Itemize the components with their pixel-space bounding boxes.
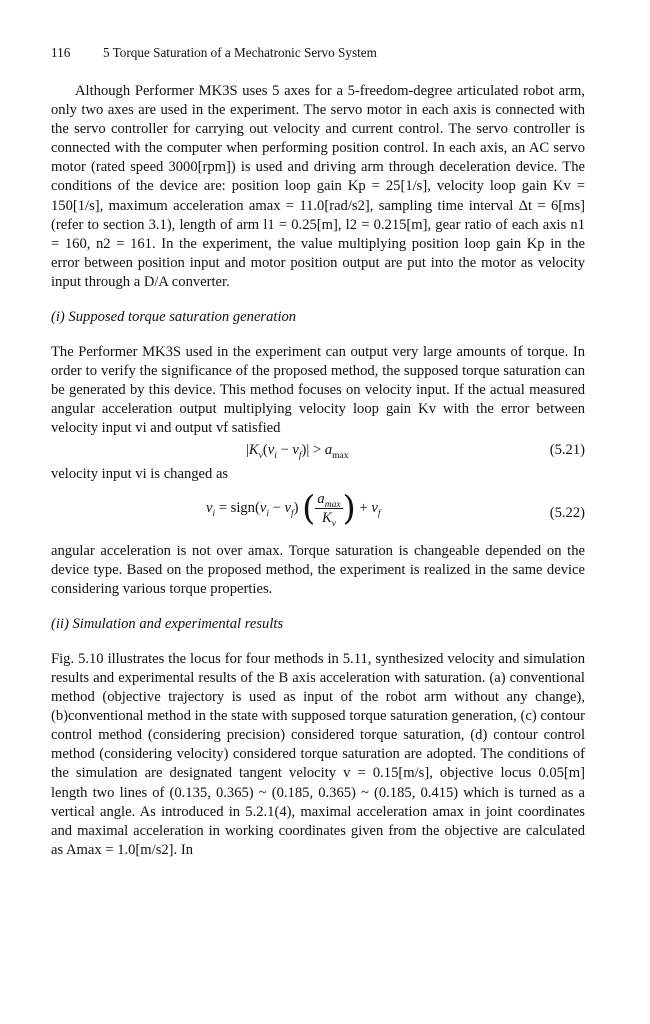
equation-number: (5.22) <box>549 504 585 521</box>
equation-number: (5.21) <box>549 441 585 458</box>
equation-5-21-expression: $|K_v(v_i - v_f)| > a_{max}$ <box>246 441 349 461</box>
equation-5-21 <box>51 439 585 465</box>
chapter-title: 5 Torque Saturation of a Mechatronic Servo System <box>103 45 377 60</box>
subsection-heading-simulation: (ii) Simulation and experimental results <box>51 615 284 632</box>
paragraph-angular-acceleration: angular acceleration is not over amax. Torque saturation is changeable depended on the device type. Based on the proposed method, the experiment is realized in the same device considering various torque properties. <box>51 542 585 597</box>
equation-5-22 <box>51 484 585 542</box>
equation-5-22-expression: $v_i$ = $sign(v_i - v_f)$ ( $\frac{a_{max}}{K_v}$ ) + $v_f$ <box>206 488 381 529</box>
paragraph-velocity-input: velocity input vi is changed as <box>51 465 229 482</box>
paragraph-device-conditions: Although Performer MK3S uses 5 axes for a 5-freedom-degree articulated robot arm, only two axes are used in the experiment. The servo motor in each axis is connected with the servo controller for carrying out velocity and current control. The servo controller is connected with the computer when performing position control. In each axis, an AC servo motor (rated speed 3000[rpm]) is used and driving arm through deceleration device. The conditions of the device are: position loop gain Kp = 25[1/s], velocity loop gain Kv = 150[1/s], maximum acceleration amax = 11.0[rad/s2], sampling time interval Δt = 6[ms](refer to section 3.1), length of arm l1 = 0.25[m], l2 = 0.215[m], gear ratio of each axis n1 = 160, n2 = 161. In the experiment, the value multiplying position loop gain Kp in the error between position input and motor position output are put into the motor as velocity input through a D/A converter. <box>51 83 585 290</box>
page-number: 116 <box>51 45 71 60</box>
page <box>51 44 585 860</box>
paragraph-simulation-results: Fig. 5.10 illustrates the locus for four methods in 5.11, synthesized velocity and simulation results and experimental results of the B axis acceleration with saturation. (a) conventional method (objective trajectory is used as input of the robot arm without any change), (b)conventional method in the state with supposed torque saturation generation, (c) contour control method (considering precision) considered torque saturation, (d) contour control method (considering velocity) considered torque saturation are adopted. The conditions of the simulation are designated tangent velocity v = 0.15[m/s], objective locus 0.05[m] length two lines of (0.135, 0.365) ~ (0.185, 0.365) ~ (0.185, 0.415) which is turned as a vertical angle. As introduced in 5.2.1(4), maximal acceleration amax in joint coordinates and maximal acceleration in working coordinates given from the objective are calculated as Amax = 1.0[m/s2]. In <box>51 650 585 858</box>
paragraph-torque-saturation: The Performer MK3S used in the experiment can output very large amounts of torque. In order to verify the significance of the proposed method, the supposed torque saturation can be generated by this device. This method focuses on velocity input. If the actual measured angular acceleration output multiplying velocity loop gain Kv with the error between velocity input vi and output vf satisfied <box>51 344 585 437</box>
running-head <box>51 44 585 62</box>
subsection-heading-torque-saturation: (i) Supposed torque saturation generation <box>51 309 297 326</box>
